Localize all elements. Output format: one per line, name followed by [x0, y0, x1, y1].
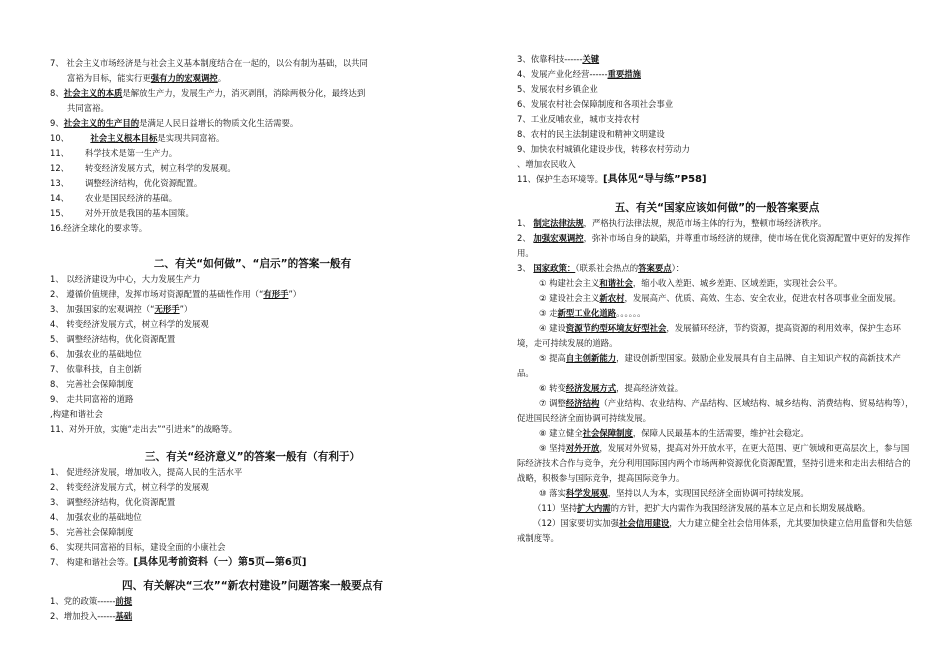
key-phrase: 和谐社会: [599, 278, 633, 288]
section-2-heading: 二、有关“如何做”、“启示”的答案一般有: [153, 258, 352, 270]
key-phrase: 社会主义根本目标: [90, 133, 158, 143]
list-item: 5、发展农村乡镇企业: [517, 84, 598, 94]
list-item: 4、 转变经济发展方式，树立科学的发展观: [50, 319, 209, 329]
list-item: 7、 依靠科技，自主创新: [50, 364, 142, 374]
list-item: 6、 加强农业的基础地位: [50, 349, 142, 359]
key-phrase: 前提: [115, 596, 133, 606]
list-item: 3、 调整经济结构，优化资源配置: [50, 497, 176, 507]
key-phrase: 社会主义的生产目的: [63, 118, 140, 128]
key-phrase: 有形手: [263, 289, 289, 299]
key-phrase: 国家政策：: [533, 263, 576, 273]
list-item: 4、发展产业化经营------重要措施: [517, 69, 641, 79]
list-item: 5、 完善社会保障制度: [50, 527, 134, 537]
list-item: 9、 走共同富裕的道路: [50, 394, 134, 404]
paragraph-2: 2、 加强宏观调控，弥补市场自身的缺陷，并尊重市场经济的规律，使市场在优化资源配置中更好的发挥作用。: [517, 233, 911, 258]
key-phrase: 新农村: [599, 293, 625, 303]
key-phrase: 社会保障制度: [582, 428, 633, 438]
key-phrase: 基础: [115, 611, 133, 621]
key-phrase: 科学发展观: [565, 488, 608, 498]
list-item: ,构建和谐社会: [50, 409, 103, 419]
key-phrase: 对外开放: [565, 443, 600, 453]
list-item: 11、对外开放，实施“走出去”“引进来”的战略等。: [50, 424, 238, 434]
sub-item-7: ⑦ 调整经济结构（产业结构、农业结构、产品结构、区域结构、城乡结构、消费结构、贸易结构等），促进国民经济全面协调可持续发展。: [517, 398, 914, 423]
item-14: 14、 农业是国民经济的基础。: [50, 193, 178, 203]
list-item: 5、 调整经济结构，优化资源配置: [50, 334, 176, 344]
paragraph-3: 3、 国家政策：（联系社会热点的答案要点）：: [517, 263, 685, 273]
key-phrase: 经济结构: [565, 398, 600, 408]
key-phrase: 关键: [582, 54, 600, 64]
item-8-line1: 8、社会主义的本质是解放生产力，发展生产力，消灭剥削，消除两极分化，最终达到: [50, 88, 366, 98]
list-item: 8、 完善社会保障制度: [50, 379, 134, 389]
key-phrase: 制定法律法规: [533, 218, 584, 228]
list-item: 3、依靠科技------关键: [517, 54, 600, 64]
paragraph-1: 1、 制定法律法规，严格执行法律法规，规范市场主体的行为，整顿市场经济秩序。: [517, 218, 827, 228]
key-phrase: 自主创新能力: [565, 353, 617, 363]
key-phrase: 经济发展方式: [565, 383, 617, 393]
sub-item-6: ⑥ 转变经济发展方式，提高经济效益。: [539, 383, 684, 393]
section-4-heading: 四、有关解决“三农”“新农村建设”问题答案一般要点有: [122, 580, 383, 592]
left-column: [50, 56, 455, 624]
list-item: 4、 加强农业的基础地位: [50, 512, 142, 522]
sub-item-3: ③ 走新型工业化道路。。。。。。: [539, 308, 646, 318]
sub-item-10: ⑩ 落实科学发展观，坚持以人为本，实现国民经济全面协调可持续发展。: [539, 488, 809, 498]
sub-item-4: ④ 建设资源节约型环境友好型社会，发展循环经济，节约资源，提高资源的利用效率，保护生态环境，走可持续发展的道路。: [517, 323, 901, 348]
list-item: 1、 以经济建设为中心，大力发展生产力: [50, 274, 201, 284]
list-item: 3、 加强国家的宏观调控（“无形手”）: [50, 304, 193, 314]
key-phrase: 扩大内需: [577, 503, 611, 513]
key-phrase: 答案要点: [638, 263, 672, 273]
section-3-heading: 三、有关“经济意义”的答案一般有（有利于）: [144, 451, 361, 463]
item-7-line2: 富裕为目标，能实行更强有力的宏观调控。: [67, 73, 227, 83]
item-10: 10、 社会主义根本目标是实现共同富裕。: [50, 133, 225, 143]
key-phrase: 社会主义的本质: [63, 88, 123, 98]
list-item: 、增加农民收入: [517, 159, 576, 169]
item-8-line2: 共同富裕。: [67, 103, 109, 113]
list-item: 1、党的政策------前提: [50, 596, 133, 606]
list-item: 2、 转变经济发展方式，树立科学的发展观: [50, 482, 209, 492]
key-phrase: 重要措施: [607, 69, 641, 79]
section-5-heading: 五、有关“国家应该如何做”的一般答案要点: [614, 202, 820, 214]
key-phrase: 社会信用建设: [619, 518, 670, 528]
reference-note: [具体见考前资料（一）第5页—第6页]: [133, 557, 307, 568]
list-item: 6、 实现共同富裕的目标，建设全面的小康社会: [50, 542, 226, 552]
item-15: 15、 对外开放是我国的基本国策。: [50, 208, 194, 218]
item-7-line1: 7、 社会主义市场经济是与社会主义基本制度结合在一起的，以公有制为基础，以共同: [50, 58, 368, 68]
sub-item-2: ② 建设社会主义新农村，发展高产、优质、高效、生态、安全农业，促进农村各项事业全面发展。: [539, 293, 901, 303]
list-item: 11、保护生态环境等。[具体见“导与练”P58]: [517, 174, 707, 185]
list-item: 1、 促进经济发展，增加收入，提高人民的生活水平: [50, 467, 243, 477]
list-item: 2、增加投入------基础: [50, 611, 133, 621]
item-16: 16.经济全球化的要求等。: [50, 223, 148, 233]
key-phrase: 强有力的宏观调控: [150, 73, 218, 83]
list-item: 8、农村的民主法制建设和精神文明建设: [517, 129, 665, 139]
sub-item-9: ⑨ 坚持对外开放，发展对外贸易，提高对外开放水平，在更大范围、更广领域和更高层次上，参与国际经济技术合作与竞争，充分利用国际国内两个市场两种资源优化资源配置，坚持引进来和走出去相结合的战略，积极参与国际竞争，提高国际竞争力。: [517, 443, 911, 483]
sub-item-12: （12）国家要切实加强社会信用建设，大力建立健全社会信用体系，尤其要加快建立信用监督和失信惩戒制度等。: [517, 518, 913, 543]
sub-item-8: ⑧ 建立健全社会保障制度，保障人民最基本的生活需要，维护社会稳定。: [539, 428, 809, 438]
list-item: 6、发展农村社会保障制度和各项社会事业: [517, 99, 674, 109]
key-phrase: 无形手: [154, 304, 180, 314]
list-item: 9、加快农村城镇化建设步伐，转移农村劳动力: [517, 144, 690, 154]
key-phrase: 加强宏观调控: [533, 233, 584, 243]
sub-item-5: ⑤ 提高自主创新能力，建设创新型国家。鼓励企业发展具有自主品牌、自主知识产权的高新技术产品。: [517, 353, 901, 378]
item-12: 12、 转变经济发展方式，树立科学的发展观。: [50, 163, 236, 173]
item-13: 13、 调整经济结构，优化资源配置。: [50, 178, 203, 188]
right-column: [517, 52, 917, 546]
list-item: 7、 构建和谐社会等。[具体见考前资料（一）第5页—第6页]: [50, 557, 307, 568]
item-9: 9、社会主义的生产目的是满足人民日益增长的物质文化生活需要。: [50, 118, 299, 128]
list-item: 2、 遵循价值规律，发挥市场对资源配置的基础性作用（“有形手”）: [50, 289, 302, 299]
key-phrase: 新型工业化道路: [557, 308, 617, 318]
reference-note: [具体见“导与练”P58]: [603, 174, 707, 185]
sub-item-11: （11）坚持扩大内需的方针，把扩大内需作为我国经济发展的基本立足点和长期发展战略。: [533, 503, 871, 513]
sub-item-1: ① 构建社会主义和谐社会，缩小收入差距、城乡差距、区域差距，实现社会公平。: [539, 278, 843, 288]
list-item: 7、工业反哺农业，城市支持农村: [517, 114, 640, 124]
item-11: 11、 科学技术是第一生产力。: [50, 148, 178, 158]
key-phrase: 资源节约型环境友好型社会: [565, 323, 667, 333]
